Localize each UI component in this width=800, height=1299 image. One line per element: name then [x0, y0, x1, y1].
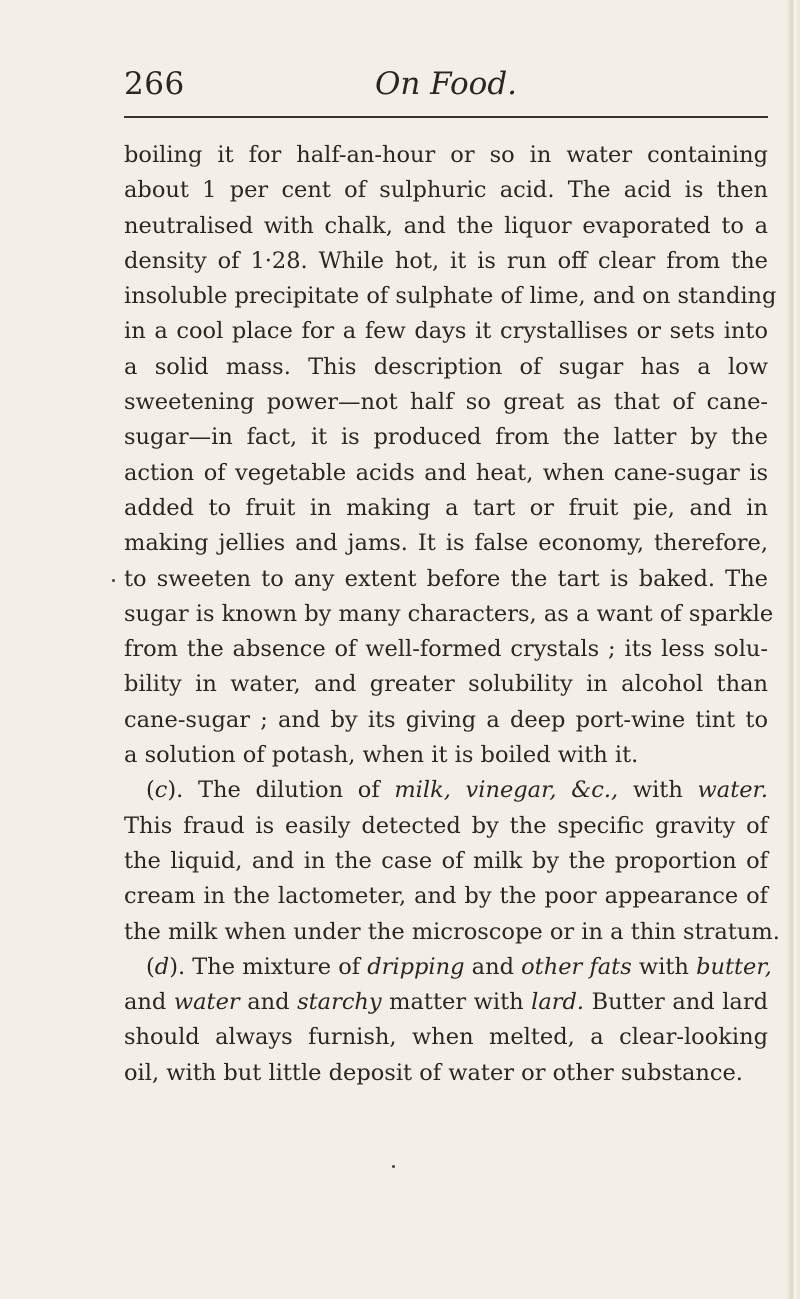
text-line: sugar is known by many characters, as a want of sparkle	[124, 600, 774, 627]
running-title: On Food.	[374, 66, 518, 102]
margin-mark	[112, 579, 115, 582]
text-line: to sweeten to any extent before the tart is baked. The	[124, 565, 768, 592]
italic-term: other fats	[521, 953, 632, 980]
text-line: the liquid, and in the case of milk by the proportion of	[124, 847, 768, 874]
page-edge	[786, 0, 800, 1299]
italic-term: butter,	[696, 953, 772, 980]
text-line: density of 1·28. While hot, it is run off clear from the	[124, 247, 768, 274]
italic-term: lard.	[531, 989, 585, 1016]
text-line: should always furnish, when melted, a clear-looking	[124, 1024, 768, 1051]
text-line: cane-sugar ; and by its giving a deep port-wine tint to	[124, 706, 768, 733]
italic-term: water.	[697, 777, 768, 804]
text-line: from the absence of well-formed crystals ; its less solu-	[124, 636, 768, 663]
margin-mark	[392, 1165, 395, 1168]
text-line: This fraud is easily detected by the specific gravity of	[124, 812, 768, 839]
text-line: action of vegetable acids and heat, when cane-sugar is	[124, 459, 768, 486]
paragraph-d-first-line	[124, 950, 772, 985]
text-run: ). The dilution of	[167, 777, 395, 804]
text-line: about 1 per cent of sulphuric acid. The acid is then	[124, 177, 768, 204]
text-run: (	[146, 953, 155, 980]
text-line: in a cool place for a few days it crystallises or sets into	[124, 318, 768, 345]
text-line: sweetening power—not half so great as that of cane-	[124, 389, 768, 416]
text-run: matter with	[381, 989, 532, 1016]
text-line: insoluble precipitate of sulphate of lime, and on standing	[124, 283, 777, 310]
text-run: (	[146, 777, 155, 804]
paragraph-c-first-line	[124, 773, 768, 808]
text-run: Butter and lard	[584, 989, 768, 1016]
text-run: and	[124, 989, 174, 1016]
item-letter-d: d	[154, 953, 170, 980]
text-line: neutralised with chalk, and the liquor evaporated to a	[124, 212, 768, 239]
text-run: ). The mixture of	[169, 953, 368, 980]
text-run: with	[618, 777, 698, 804]
text-line: cream in the lactometer, and by the poor appearance of	[124, 883, 768, 910]
item-letter-c: c	[154, 777, 168, 804]
text-line: a solid mass. This description of sugar has a low	[124, 353, 768, 380]
text-line: added to fruit in making a tart or fruit pie, and in	[124, 494, 768, 521]
text-line: oil, with but little deposit of water or other substance.	[124, 1059, 743, 1086]
page-header	[124, 66, 768, 108]
body-text	[124, 138, 780, 1091]
header-rule	[124, 116, 768, 118]
text-line: boiling it for half-an-hour or so in water containing	[124, 142, 768, 168]
text-run: and	[464, 953, 522, 980]
italic-term: water	[173, 989, 240, 1016]
italic-term: dripping	[367, 953, 465, 980]
text-line: a solution of potash, when it is boiled with it.	[124, 742, 639, 769]
italic-term: milk, vinegar, &c.,	[394, 777, 619, 804]
page-number: 266	[124, 66, 185, 102]
text-run: and	[239, 989, 298, 1016]
text-line: the milk when under the microscope or in a thin stratum.	[124, 918, 780, 945]
text-run: with	[631, 953, 697, 980]
italic-term: starchy	[297, 989, 382, 1016]
text-line: making jellies and jams. It is false economy, therefore,	[124, 530, 768, 557]
text-line	[124, 985, 768, 1020]
text-line: bility in water, and greater solubility in alcohol than	[124, 671, 768, 698]
text-line: sugar—in fact, it is produced from the latter by the	[124, 424, 768, 451]
